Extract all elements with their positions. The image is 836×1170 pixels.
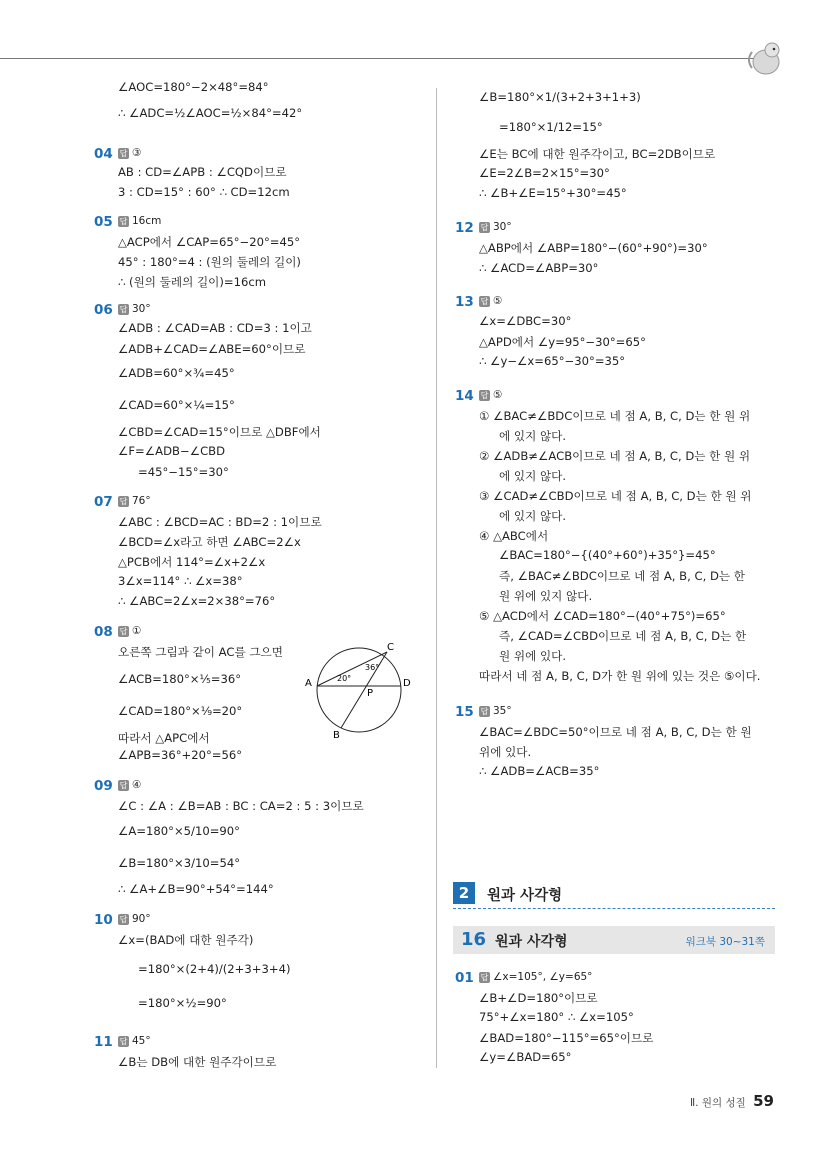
answer-value: 35° (493, 705, 512, 717)
answer (479, 221, 512, 233)
answer-badge-icon: 답 (119, 626, 128, 636)
figure-circle (317, 648, 401, 732)
solution-line: 원 위에 있다. (499, 649, 567, 663)
answer-badge-icon: 답 (119, 216, 128, 226)
angle-label-20: 20° (337, 674, 352, 683)
section-header (453, 880, 775, 909)
chapter-label: Ⅱ. 원의 성질 (690, 1097, 746, 1109)
answer-badge-icon: 답 (480, 972, 489, 982)
solution-line: 따라서 △APC에서 (118, 731, 210, 745)
answer (118, 779, 141, 791)
solution-line: 75°+∠x=180° ∴ ∠x=105° (479, 1010, 634, 1024)
problem-number: 05 (94, 214, 113, 230)
problem-number: 06 (94, 302, 113, 318)
answer (118, 495, 151, 507)
solution-line: ∠A=180°×5/10=90° (118, 824, 240, 838)
solution-line: =45°−15°=30° (138, 465, 229, 479)
point-label-b: B (333, 730, 340, 740)
answer-badge-icon: 답 (480, 390, 489, 400)
solution-line: 즉, ∠BAC≠∠BDC이므로 네 점 A, B, C, D는 한 (499, 569, 745, 583)
solution-line: ∠CAD=60°×¼=15° (118, 398, 235, 412)
solution-line: ∠BAD=180°−115°=65°이므로 (479, 1031, 654, 1045)
answer-value: 90° (132, 913, 151, 925)
point-label-d: D (403, 678, 411, 689)
solution-line: AB : CD=∠APB : ∠CQD이므로 (118, 165, 287, 179)
workbook-reference: 워크북 30~31쪽 (685, 936, 765, 948)
solution-line: ∠B+∠D=180°이므로 (479, 991, 598, 1005)
solution-line: ∠ACB=180°×⅕=36° (118, 672, 242, 686)
solution-line: ∠BAC=180°−{(40°+60°)+35°}=45° (499, 548, 716, 562)
answer-badge-icon: 답 (119, 914, 128, 924)
problem-number: 12 (455, 220, 474, 236)
problem-number: 10 (94, 912, 113, 928)
section-title: 원과 사각형 (487, 888, 563, 904)
answer (118, 215, 161, 227)
solution-line: ∴ ∠ADC=½∠AOC=½×84°=42° (118, 106, 303, 120)
answer-badge-icon: 답 (119, 304, 128, 314)
solution-line: ∠ADB : ∠CAD=AB : CD=3 : 1이고 (118, 321, 312, 335)
solution-line: ② ∠ADB≠∠ACB이므로 네 점 A, B, C, D는 한 원 위 (479, 449, 751, 463)
solution-line: ∴ ∠ADB=∠ACB=35° (479, 764, 600, 778)
solution-line: ∴ ∠y−∠x=65°−30°=35° (479, 354, 626, 368)
solution-line: ③ ∠CAD≠∠CBD이므로 네 점 A, B, C, D는 한 원 위 (479, 489, 752, 503)
point-label-p: P (367, 688, 374, 699)
solution-line: ∠F=∠ADB−∠CBD (118, 444, 226, 458)
answer (118, 303, 151, 315)
page-footer (690, 1092, 774, 1110)
point-label-a: A (305, 678, 312, 689)
solution-line: ∠CAD=180°×⅑=20° (118, 704, 243, 718)
solution-line: ④ △ABC에서 (479, 529, 549, 543)
solution-line: 3 : CD=15° : 60° ∴ CD=12cm (118, 185, 290, 199)
problem-number: 13 (455, 294, 474, 310)
problem-number: 04 (94, 146, 113, 162)
section-number: 2 (453, 882, 475, 904)
answer-badge-icon: 답 (480, 296, 489, 306)
solution-line: ∠B=180°×1/(3+2+3+1+3) (479, 90, 641, 104)
solution-line: 원 위에 있지 않다. (499, 589, 593, 603)
solution-line: ∠ABC : ∠BCD=AC : BD=2 : 1이므로 (118, 515, 322, 529)
answer (118, 1035, 151, 1047)
problem-number: 15 (455, 704, 474, 720)
solution-line: 에 있지 않다. (499, 429, 567, 443)
answer-value: ④ (132, 779, 142, 791)
problem-number: 07 (94, 494, 113, 510)
solution-line: =180°×1/12=15° (499, 120, 603, 134)
mascot-icon (744, 38, 788, 78)
answer-badge-icon: 답 (119, 148, 128, 158)
problem-number: 01 (455, 970, 474, 986)
solution-line: ∠x=(BAD에 대한 원주각) (118, 933, 254, 947)
problem-number: 09 (94, 778, 113, 794)
unit-title: 원과 사각형 (495, 934, 568, 950)
solution-line: ∠AOC=180°−2×48°=84° (118, 80, 269, 94)
solution-line: ∠APB=36°+20°=56° (118, 748, 243, 762)
solution-line: 에 있지 않다. (499, 509, 567, 523)
solution-line: ∴ ∠B+∠E=15°+30°=45° (479, 186, 627, 200)
point-label-c: C (387, 642, 394, 653)
solution-line: ∠y=∠BAD=65° (479, 1050, 572, 1064)
solution-line: ⑤ △ACD에서 ∠CAD=180°−(40°+75°)=65° (479, 609, 726, 623)
answer-value: 16cm (132, 215, 162, 227)
solution-line: △PCB에서 114°=∠x+2∠x (118, 555, 266, 569)
solution-line: ∠CBD=∠CAD=15°이므로 △DBF에서 (118, 425, 321, 439)
answer (479, 971, 592, 983)
solution-line: ∠BCD=∠x라고 하면 ∠ABC=2∠x (118, 535, 301, 549)
solution-line: △ABP에서 ∠ABP=180°−(60°+90°)=30° (479, 241, 708, 255)
solution-line: 위에 있다. (479, 745, 532, 759)
answer-badge-icon: 답 (480, 706, 489, 716)
solution-line: ① ∠BAC≠∠BDC이므로 네 점 A, B, C, D는 한 원 위 (479, 409, 751, 423)
solution-line: ∠ADB+∠CAD=∠ABE=60°이므로 (118, 342, 306, 356)
answer-value: 76° (132, 495, 151, 507)
answer-badge-icon: 답 (480, 222, 489, 232)
problem-number: 08 (94, 624, 113, 640)
solution-line: 3∠x=114° ∴ ∠x=38° (118, 574, 243, 588)
answer-value: ⑤ (493, 295, 503, 307)
unit-number: 16 (461, 929, 487, 950)
solution-line: ∠BAC=∠BDC=50°이므로 네 점 A, B, C, D는 한 원 (479, 725, 752, 739)
problem-number: 11 (94, 1034, 113, 1050)
solution-line: ∠B=180°×3/10=54° (118, 856, 241, 870)
solution-line: 45° : 180°=4 : (원의 둘레의 길이) (118, 255, 301, 269)
answer-value: ∠x=105°, ∠y=65° (493, 971, 593, 983)
solution-line: ∠B는 DB에 대한 원주각이므로 (118, 1055, 277, 1069)
answer-value: ③ (132, 147, 142, 159)
solution-line: ∠E=2∠B=2×15°=30° (479, 166, 610, 180)
answer (479, 295, 502, 307)
answer (118, 913, 151, 925)
solution-line: ∴ ∠ACD=∠ABP=30° (479, 261, 599, 275)
answer-value: 45° (132, 1035, 151, 1047)
answer (479, 705, 512, 717)
problem-number: 14 (455, 388, 474, 404)
column-divider (436, 88, 437, 1068)
solution-line: ∠ADB=60°×¾=45° (118, 366, 235, 380)
solution-line: 따라서 네 점 A, B, C, D가 한 원 위에 있는 것은 ⑤이다. (479, 669, 761, 683)
solution-line: ∴ ∠A+∠B=90°+54°=144° (118, 882, 274, 896)
answer-value: ⑤ (493, 389, 503, 401)
solution-line: ∴ (원의 둘레의 길이)=16cm (118, 275, 267, 289)
solution-line: ∠x=∠DBC=30° (479, 314, 572, 328)
circle-figure (303, 640, 423, 740)
solution-line: 즉, ∠CAD=∠CBD이므로 네 점 A, B, C, D는 한 (499, 629, 747, 643)
answer-value: ① (132, 625, 142, 637)
page-number: 59 (753, 1092, 774, 1110)
unit-header (453, 926, 775, 954)
answer-value: 30° (493, 221, 512, 233)
solution-line: ∠C : ∠A : ∠B=AB : BC : CA=2 : 5 : 3이므로 (118, 799, 364, 813)
solution-line: ∴ ∠ABC=2∠x=2×38°=76° (118, 594, 276, 608)
answer-badge-icon: 답 (119, 780, 128, 790)
answer-badge-icon: 답 (119, 1036, 128, 1046)
angle-label-36: 36° (365, 663, 380, 672)
solution-line: =180°×(2+4)/(2+3+3+4) (138, 962, 291, 976)
header-rule (0, 58, 760, 59)
solution-line: 에 있지 않다. (499, 469, 567, 483)
answer-value: 30° (132, 303, 151, 315)
solution-line: △APD에서 ∠y=95°−30°=65° (479, 335, 646, 349)
solution-line: ∠E는 BC에 대한 원주각이고, BC=2DB이므로 (479, 147, 716, 161)
solution-line: =180°×½=90° (138, 996, 227, 1010)
answer (118, 147, 141, 159)
answer (118, 625, 141, 637)
solution-line: △ACP에서 ∠CAP=65°−20°=45° (118, 235, 301, 249)
solution-line: 오른쪽 그림과 같이 AC를 그으면 (118, 645, 283, 659)
answer (479, 389, 502, 401)
answer-badge-icon: 답 (119, 496, 128, 506)
